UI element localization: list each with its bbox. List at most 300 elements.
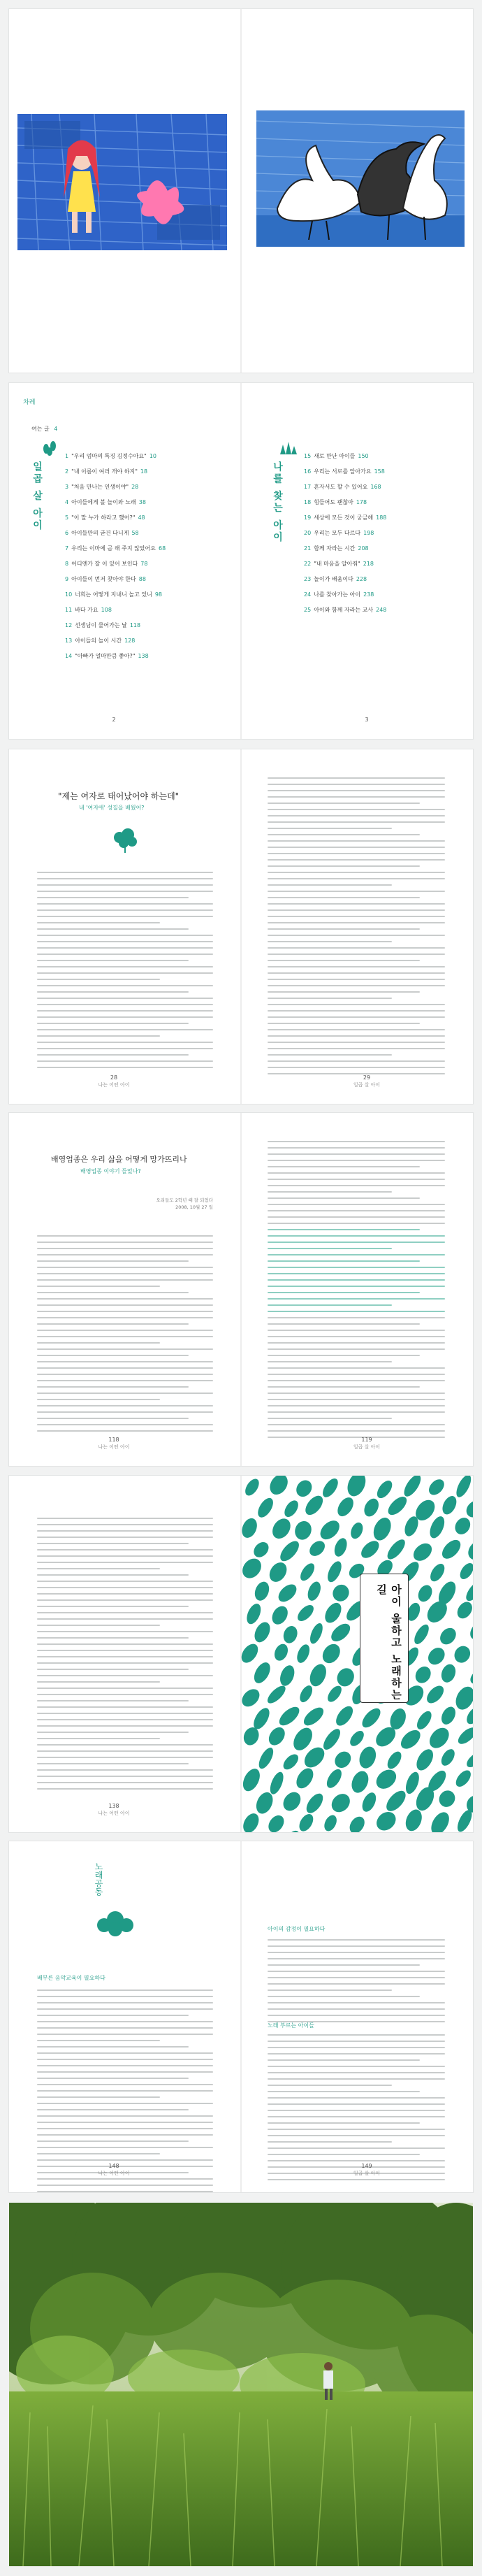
tree-icon [111,826,139,854]
text-line [268,2078,445,2080]
toc-page: 188 [376,515,387,521]
page-chapter-right [241,749,473,1104]
text-line [37,1763,189,1764]
text-line [37,2128,213,2129]
text-line [37,1254,213,1255]
text-line [268,1216,445,1218]
text-line [268,2122,420,2124]
text-line [37,1650,213,1651]
text-line [37,2134,213,2136]
text-line [37,2021,213,2022]
toc-item[interactable] [304,499,367,506]
text-line [268,998,392,999]
text-line [268,1054,392,1056]
text-line [268,960,420,961]
page-number: 29 [363,1074,371,1081]
text-line [37,1631,213,1632]
text-line [37,1788,213,1790]
text-line [37,960,189,961]
toc-item[interactable] [65,515,145,521]
toc-number: 24 [304,591,312,598]
text-line [37,1029,213,1030]
text-line [268,1273,445,1274]
toc-item[interactable] [65,653,149,660]
text-line [37,1248,213,1249]
text-line [268,941,392,942]
toc-title: 세상에 모든 것이 궁금해 [314,515,374,521]
toc-page: 48 [138,515,145,521]
text-line [37,1298,213,1300]
text-line [268,1336,445,1337]
text-line [37,1518,213,1519]
contents-section-page: 4 [54,426,58,432]
running-title: 나는 어떤 아이 [98,1811,130,1816]
text-line [268,1286,445,1287]
text-line [37,2122,213,2123]
text-line [37,1782,213,1783]
toc-number: 4 [65,499,69,505]
text-line [268,1023,420,1024]
text-line [37,1386,189,1388]
chapter-title: "제는 여자로 태어났어야 하는데" [58,791,180,801]
part-title: 아이 울하고 노래하는 길 [375,1584,402,1701]
text-line [268,2041,445,2042]
toc-item[interactable] [65,530,139,537]
text-line [37,972,213,974]
text-line [268,1380,445,1381]
page-essay-right [241,1113,473,1466]
toc-item[interactable] [304,468,385,475]
text-line [37,1700,189,1701]
toc-page: 18 [140,468,148,475]
text-line [268,1185,445,1186]
essay-title: 배영업종은 우리 삶을 어떻게 망가뜨리나 [51,1155,187,1164]
text-line [37,2084,213,2085]
text-line [37,1524,213,1525]
text-line [37,991,189,993]
text-line [268,1952,445,1953]
text-line [37,1706,213,1708]
text-line [268,991,420,993]
text-line [37,1776,213,1777]
toc-item[interactable] [304,607,386,614]
folio-left [65,1437,163,1451]
text-line [268,1010,445,1012]
toc-item[interactable] [304,530,374,537]
text-line [37,2065,213,2066]
text-line [37,1273,213,1274]
contents-folio-right: 3 [365,717,369,723]
text-line [268,891,445,892]
text-line [268,1210,445,1211]
text-line [268,1004,445,1005]
text-line [268,1267,445,1268]
text-line [37,1067,213,1068]
text-line [37,909,213,911]
page-opener-left [9,1476,241,1832]
contents-header: 차례 [23,399,36,406]
text-line [37,1750,213,1752]
text-line [268,1067,445,1068]
toc-page: 78 [140,561,148,567]
text-line [37,1989,213,1991]
spread-chapter-2 [9,1113,473,1466]
right-subheading: 노래 부르는 아이들 [268,2022,314,2029]
toc-title: 힘들어도 괜찮아 [314,499,353,505]
text-line [37,2008,213,2010]
text-line [37,1060,213,1062]
text-line [268,1160,445,1161]
text-line [37,1010,213,1012]
text-line [37,1562,213,1563]
toc-title: "우리 엄마의 특징 김정수아요" [71,453,147,459]
spread-drawings [9,9,473,373]
toc-page: 158 [374,468,385,475]
text-line [37,1004,213,1005]
toc-title: 혼자서도 할 수 있어요 [314,484,368,490]
text-line [37,1393,213,1394]
toc-item[interactable] [304,591,374,598]
text-line [268,1179,445,1180]
text-line [37,1593,213,1595]
essay-quote: 오리들도 2학년 때 잘 되었다 2008, 10월 27 일 [156,1197,213,1210]
folio-right [318,1074,416,1088]
text-line [268,2053,445,2055]
text-line [268,1254,445,1255]
right-heading: 아이의 감정이 필요하다 [268,1926,326,1932]
text-line [268,922,445,923]
text-line [268,909,445,911]
text-line [37,2103,213,2104]
text-line [268,1197,420,1199]
toc-title: 아이와 함께 자라는 교사 [314,607,374,613]
text-line [37,1581,213,1582]
toc-title: 놀이가 배움이다 [314,576,353,582]
text-line [37,947,213,949]
text-line [37,1292,189,1293]
toc-number: 10 [65,591,73,598]
text-line [268,784,445,785]
toc-page: 128 [124,638,136,644]
page-left [9,9,241,373]
part-title-box [360,1574,409,1703]
toc-number: 22 [304,561,312,567]
text-line [268,2002,445,2003]
text-line [268,796,445,798]
toc-item[interactable] [304,453,369,460]
toc-title: 나를 찾아가는 아이 [314,591,361,598]
toc-page: 28 [131,484,139,490]
toc-number: 9 [65,576,69,582]
body-text-left [37,1518,213,1794]
toc-title: 아이들에게 볼 놀이와 노래 [71,499,136,505]
text-line [268,1430,445,1432]
text-line [268,1399,445,1400]
garden-photo [9,2203,473,2566]
text-line [37,1348,213,1350]
text-line [37,1625,160,1626]
text-line [268,1141,445,1142]
text-line [37,1317,213,1318]
toc-number: 3 [65,484,69,490]
page-number: 119 [361,1437,372,1443]
text-line [37,1042,213,1043]
text-line [37,998,213,999]
toc-item[interactable] [65,607,112,614]
toc-page: 58 [131,530,139,536]
spread-contents [9,383,473,739]
text-line [37,922,160,923]
running-title: 일곱 살 아이 [353,1444,381,1450]
running-title: 일곱 살 아이 [353,2171,381,2176]
section-title: 노래공동 [94,1862,103,1896]
text-line [268,2154,420,2155]
plant-icon [277,440,298,457]
text-line [37,1694,213,1695]
text-line [268,947,445,949]
text-line [268,847,445,848]
text-line [268,1042,445,1043]
toc-title: 선생님이 물어가는 날 [75,622,127,628]
text-line [37,1537,213,1538]
text-line [268,2091,420,2092]
text-line [268,2097,445,2099]
toc-title: 어디엔가 잘 이 있어 보인다 [71,561,138,567]
child-drawing-girl [17,114,227,250]
toc-title: 아이들의 놀이 시간 [75,638,122,644]
text-line [37,1399,160,1400]
text-line [37,1769,213,1771]
text-line [268,1323,420,1325]
toc-item[interactable] [304,576,367,583]
toc-item[interactable] [65,468,147,475]
page-right [241,9,473,373]
text-line [268,1989,392,1991]
toc-number: 25 [304,607,312,613]
text-line [268,1311,445,1312]
running-title: 나는 어떤 아이 [98,1082,130,1088]
chapter-subtitle: 내 '여자애' 성질을 배웠어? [79,805,145,811]
folio-right [318,2163,416,2177]
toc-number: 20 [304,530,312,536]
toc-item[interactable] [65,622,140,629]
essay-subtitle: 배영업종 이야기 들었나? [80,1168,141,1174]
text-line [268,1355,420,1356]
text-line [37,1430,213,1432]
contents-section-label: 여는 글 [31,426,50,432]
text-line [37,1342,160,1344]
text-line [37,1242,213,1243]
text-line [37,1330,213,1331]
text-line [268,1939,445,1941]
toc-number: 14 [65,653,73,659]
text-line [268,2085,392,2086]
body-text-right [268,777,445,1079]
text-line [37,872,213,873]
text-line [37,2059,213,2060]
text-line [268,1411,445,1413]
toc-item[interactable] [65,545,166,552]
text-line [268,2116,445,2117]
toc-title: 아이들이 먼저 찾아야 한다 [71,576,136,582]
toc-item[interactable] [65,591,162,598]
bush-icon [94,1904,136,1939]
text-line [37,1405,213,1406]
text-line [37,941,213,942]
toc-item[interactable] [65,638,135,645]
toc-number: 19 [304,515,312,521]
toc-number: 1 [65,453,69,459]
text-line [268,1964,420,1966]
text-line [37,979,160,980]
toc-page: 238 [363,591,374,598]
text-line [268,790,445,791]
text-line [268,1029,445,1030]
toc-page: 150 [358,453,369,459]
toc-item[interactable] [65,484,138,491]
text-line [268,2135,445,2136]
text-line [37,1336,213,1337]
text-line [37,1606,189,1607]
text-line [268,1204,445,1205]
text-line [37,1023,189,1024]
toc-item[interactable] [65,499,146,506]
text-line [268,834,420,835]
toc-page: 10 [149,453,157,459]
text-line [268,1958,445,1959]
text-line [268,2103,445,2105]
toc-page: 208 [358,545,369,552]
text-line [268,1279,445,1281]
text-line [37,1054,189,1056]
text-line [268,1424,445,1425]
text-line [268,2008,445,2010]
page-section-right [241,1841,473,2192]
text-line [268,1996,420,1997]
body-text-left [37,872,213,1073]
text-line [37,1744,213,1746]
page-number: 28 [110,1074,118,1081]
toc-number: 15 [304,453,312,459]
toc-page: 218 [363,561,374,567]
text-line [37,1599,213,1601]
text-line [37,1380,213,1381]
text-line [37,1587,213,1588]
text-line [268,828,392,829]
toc-page: 228 [356,576,367,582]
contents-vertical-title-left: 일곱 살 아이 [31,461,43,532]
page-section-left [9,1841,241,2192]
text-line [37,897,189,898]
text-line [37,966,213,967]
toc-title: 함께 자라는 시간 [314,545,356,552]
toc-title: 우리는 이마에 곰 해 주지 않았어요 [71,545,156,552]
toc-title: 아이들만의 굳건 다니게 [71,530,129,536]
page-number: 118 [108,1437,119,1443]
toc-item[interactable] [65,561,147,568]
text-line [268,1229,420,1230]
text-line [268,1386,420,1388]
toc-number: 11 [65,607,73,613]
text-line [37,1279,213,1281]
text-line [268,1418,392,1419]
page-chapter-left [9,749,241,1104]
text-line [37,985,213,986]
body-text-left [37,1989,213,2192]
section-heading: 배부른 음악교육이 필요하다 [37,1975,105,1981]
page-number: 148 [108,2163,119,2169]
text-line [37,2015,189,2016]
contents-vertical-title-right: 나를 찾는 아이 [272,461,283,544]
text-line [268,1348,445,1350]
text-line [37,2115,213,2117]
toc-number: 18 [304,499,312,505]
text-line [268,2034,445,2036]
text-line [37,1669,189,1670]
folio-left [65,1074,163,1088]
text-line [268,1260,420,1262]
text-line [37,1323,189,1325]
text-line [37,1738,160,1739]
toc-page: 108 [101,607,112,613]
toc-page: 168 [370,484,381,490]
toc-item[interactable] [304,515,386,521]
text-line [37,1618,213,1620]
toc-page: 68 [159,545,166,552]
text-line [268,1223,445,1224]
text-line [37,1286,160,1287]
text-line [268,2160,445,2161]
toc-item[interactable] [304,484,381,491]
toc-item[interactable] [304,561,374,568]
leaf-icon [41,439,59,457]
toc-title: "이 말 누가 하라고 했어?" [71,515,136,521]
text-line [268,1248,392,1249]
text-line [37,1304,213,1306]
toc-item[interactable] [65,453,156,460]
text-line [37,1374,213,1375]
text-line [268,935,445,936]
toc-item[interactable] [65,576,146,583]
text-line [268,985,445,986]
toc-item[interactable] [304,545,369,552]
text-line [37,1411,213,1413]
text-line [37,2090,213,2092]
text-line [268,979,445,980]
text-line [268,1298,445,1300]
text-line [268,1191,392,1193]
text-line [37,2178,213,2180]
text-line [268,1971,445,1972]
toc-title: "아빠가 얼마만큼 좋아?" [75,653,136,659]
text-line [268,1945,445,1947]
text-line [268,2147,445,2149]
text-line [268,840,445,842]
text-line [37,916,213,917]
text-line [268,2110,445,2111]
text-line [268,1304,392,1306]
text-line [268,1977,445,1978]
toc-page: 198 [363,530,374,536]
text-line [268,821,445,823]
text-line [37,1612,213,1613]
text-line [37,1732,189,1733]
folio-left [65,2163,163,2177]
text-line [268,809,445,810]
text-line [37,1681,160,1683]
text-line [37,1361,213,1362]
toc-page: 138 [138,653,149,659]
